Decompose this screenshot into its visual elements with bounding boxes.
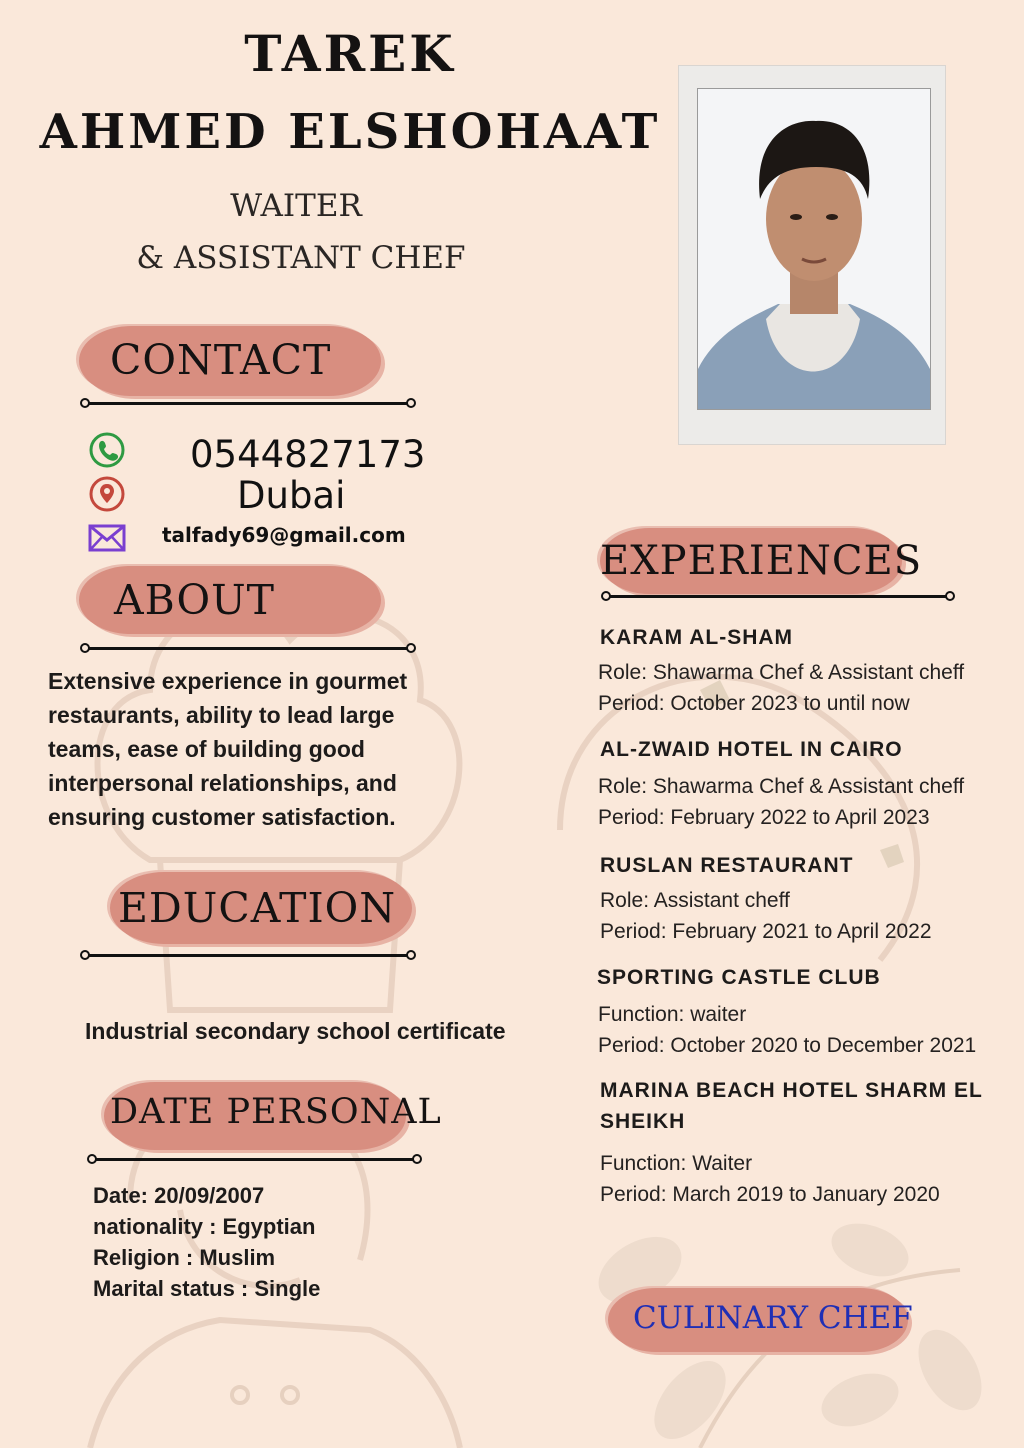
job-title-line-1: WAITER — [230, 188, 362, 224]
location-pin-icon — [88, 475, 126, 513]
job-period: Period: March 2019 to January 2020 — [600, 1183, 940, 1206]
divider-end-dot — [406, 398, 416, 408]
first-name: TAREK — [244, 24, 456, 83]
divider-end-dot — [601, 591, 611, 601]
experiences-heading: EXPERIENCES — [600, 538, 923, 584]
experience-item — [600, 622, 793, 653]
job-title-line-2: & ASSISTANT CHEF — [136, 240, 466, 276]
religion: Religion : Muslim — [93, 1245, 276, 1270]
contact-heading: CONTACT — [110, 336, 332, 384]
contact-divider — [84, 402, 412, 405]
job-role: Role: Shawarma Chef & Assistant cheff — [598, 775, 965, 798]
job-period: Period: February 2022 to April 2023 — [598, 806, 930, 829]
culinary-chef-badge: CULINARY CHEF — [633, 1300, 913, 1336]
job-period: Period: October 2023 to until now — [598, 692, 910, 715]
birth-date: Date: 20/09/2007 — [93, 1183, 265, 1208]
profile-photo — [679, 66, 945, 444]
last-name: AHMED ELSHOHAAT — [39, 104, 661, 160]
job-employer-cont: SHEIKH — [600, 1110, 686, 1133]
marital-status: Marital status : Single — [93, 1276, 321, 1301]
divider-end-dot — [87, 1154, 97, 1164]
education-item: Industrial secondary school certificate — [85, 1018, 506, 1044]
job-details — [598, 657, 964, 719]
job-employer: MARINA BEACH HOTEL SHARM EL — [600, 1079, 983, 1102]
divider-end-dot — [80, 398, 90, 408]
experiences-divider — [606, 595, 950, 598]
envelope-icon — [88, 524, 126, 552]
phone-number: 0544827173 — [190, 433, 426, 476]
personal-divider — [92, 1158, 418, 1161]
divider-end-dot — [80, 950, 90, 960]
location-city: Dubai — [237, 474, 346, 517]
job-role: Role: Shawarma Chef & Assistant cheff — [598, 661, 965, 684]
personal-heading: DATE PERSONAL — [110, 1092, 442, 1132]
experience-item — [600, 850, 853, 881]
divider-end-dot — [80, 643, 90, 653]
job-details — [600, 1148, 940, 1210]
job-role: Role: Assistant cheff — [600, 889, 790, 912]
about-divider — [84, 647, 412, 650]
job-details — [598, 771, 964, 833]
nationality: nationality : Egyptian — [93, 1214, 316, 1239]
job-details — [600, 885, 932, 947]
divider-end-dot — [945, 591, 955, 601]
divider-end-dot — [406, 950, 416, 960]
job-employer: RUSLAN RESTAURANT — [600, 854, 854, 877]
experience-item — [597, 962, 881, 993]
job-employer: AL-ZWAID HOTEL IN CAIRO — [600, 738, 903, 761]
job-employer: SPORTING CASTLE CLUB — [597, 966, 881, 989]
phone-icon — [88, 431, 126, 469]
job-role: Function: waiter — [598, 1003, 747, 1026]
divider-end-dot — [412, 1154, 422, 1164]
email-address[interactable]: talfady69@gmail.com — [162, 523, 406, 547]
about-text: Extensive experience in gourmet restaurants, ability to lead large teams, ease of building good interpersonal relationships, and ensuring customer satisfaction. — [48, 668, 408, 830]
job-period: Period: October 2020 to December 2021 — [598, 1034, 977, 1057]
experience-item — [600, 734, 903, 765]
job-details — [598, 999, 976, 1061]
job-role: Function: Waiter — [600, 1152, 753, 1175]
experience-item — [600, 1075, 983, 1137]
divider-end-dot — [406, 643, 416, 653]
about-heading: ABOUT — [114, 576, 276, 624]
education-divider — [84, 954, 412, 957]
personal-details — [93, 1180, 320, 1304]
education-heading: EDUCATION — [118, 884, 397, 932]
portrait-image — [698, 89, 930, 409]
job-period: Period: February 2021 to April 2022 — [600, 920, 932, 943]
job-employer: KARAM AL-SHAM — [600, 626, 794, 649]
